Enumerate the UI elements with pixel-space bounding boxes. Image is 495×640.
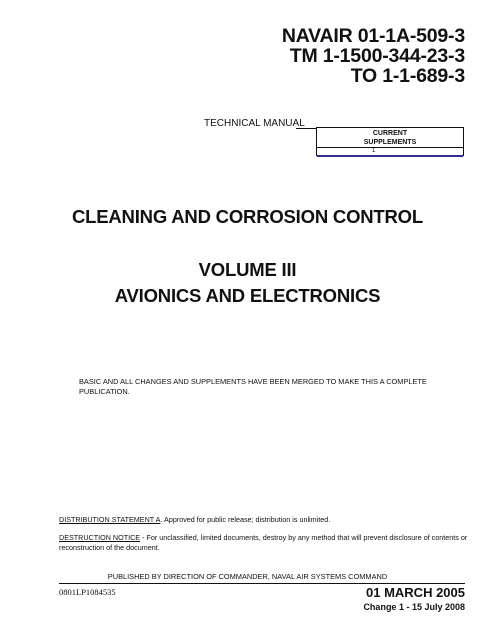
document-code: 0801LP1084535 bbox=[59, 587, 116, 597]
navair-number: NAVAIR 01-1A-509-3 bbox=[281, 25, 465, 47]
distribution-label: DISTRIBUTION STATEMENT A bbox=[59, 515, 161, 524]
destruction-notice bbox=[59, 533, 479, 553]
destruction-text: - For unclassified, limited documents, destroy by any method that will prevent disclosure of contents or reconstruction of the document. bbox=[59, 533, 468, 552]
supplement-entry: 1 bbox=[372, 148, 376, 154]
supplements-heading bbox=[317, 130, 463, 147]
merge-notice: BASIC AND ALL CHANGES AND SUPPLEMENTS HAVE BEEN MERGED TO MAKE THIS A COMPLETE PUBLICATION. bbox=[79, 377, 427, 396]
current-supplements-box bbox=[316, 127, 464, 156]
supplements-heading-line2: SUPPLEMENTS bbox=[363, 138, 417, 146]
supplements-row bbox=[317, 147, 463, 156]
publication-date: 01 MARCH 2005 bbox=[366, 585, 465, 600]
to-number: TO 1-1-689-3 bbox=[350, 65, 465, 87]
supplements-heading-line1: CURRENT bbox=[372, 130, 408, 137]
document-title: CLEANING AND CORROSION CONTROL bbox=[72, 206, 423, 227]
technical-manual-label: TECHNICAL MANUAL bbox=[204, 118, 305, 129]
destruction-label: DESTRUCTION NOTICE bbox=[59, 533, 141, 542]
publisher-line: PUBLISHED BY DIRECTION OF COMMANDER, NAVAL AIR SYSTEMS COMMAND bbox=[107, 572, 388, 581]
distribution-statement bbox=[59, 515, 479, 525]
volume-title: VOLUME III bbox=[198, 259, 297, 280]
subject-title: AVIONICS AND ELECTRONICS bbox=[114, 285, 381, 306]
footer-divider bbox=[59, 583, 465, 584]
tm-number: TM 1-1500-344-23-3 bbox=[289, 45, 465, 67]
change-notice: Change 1 - 15 July 2008 bbox=[363, 602, 465, 612]
supplements-bar bbox=[317, 155, 463, 157]
label-underline bbox=[296, 128, 316, 129]
distribution-text: . Approved for public release; distribution is unlimited. bbox=[160, 515, 331, 524]
